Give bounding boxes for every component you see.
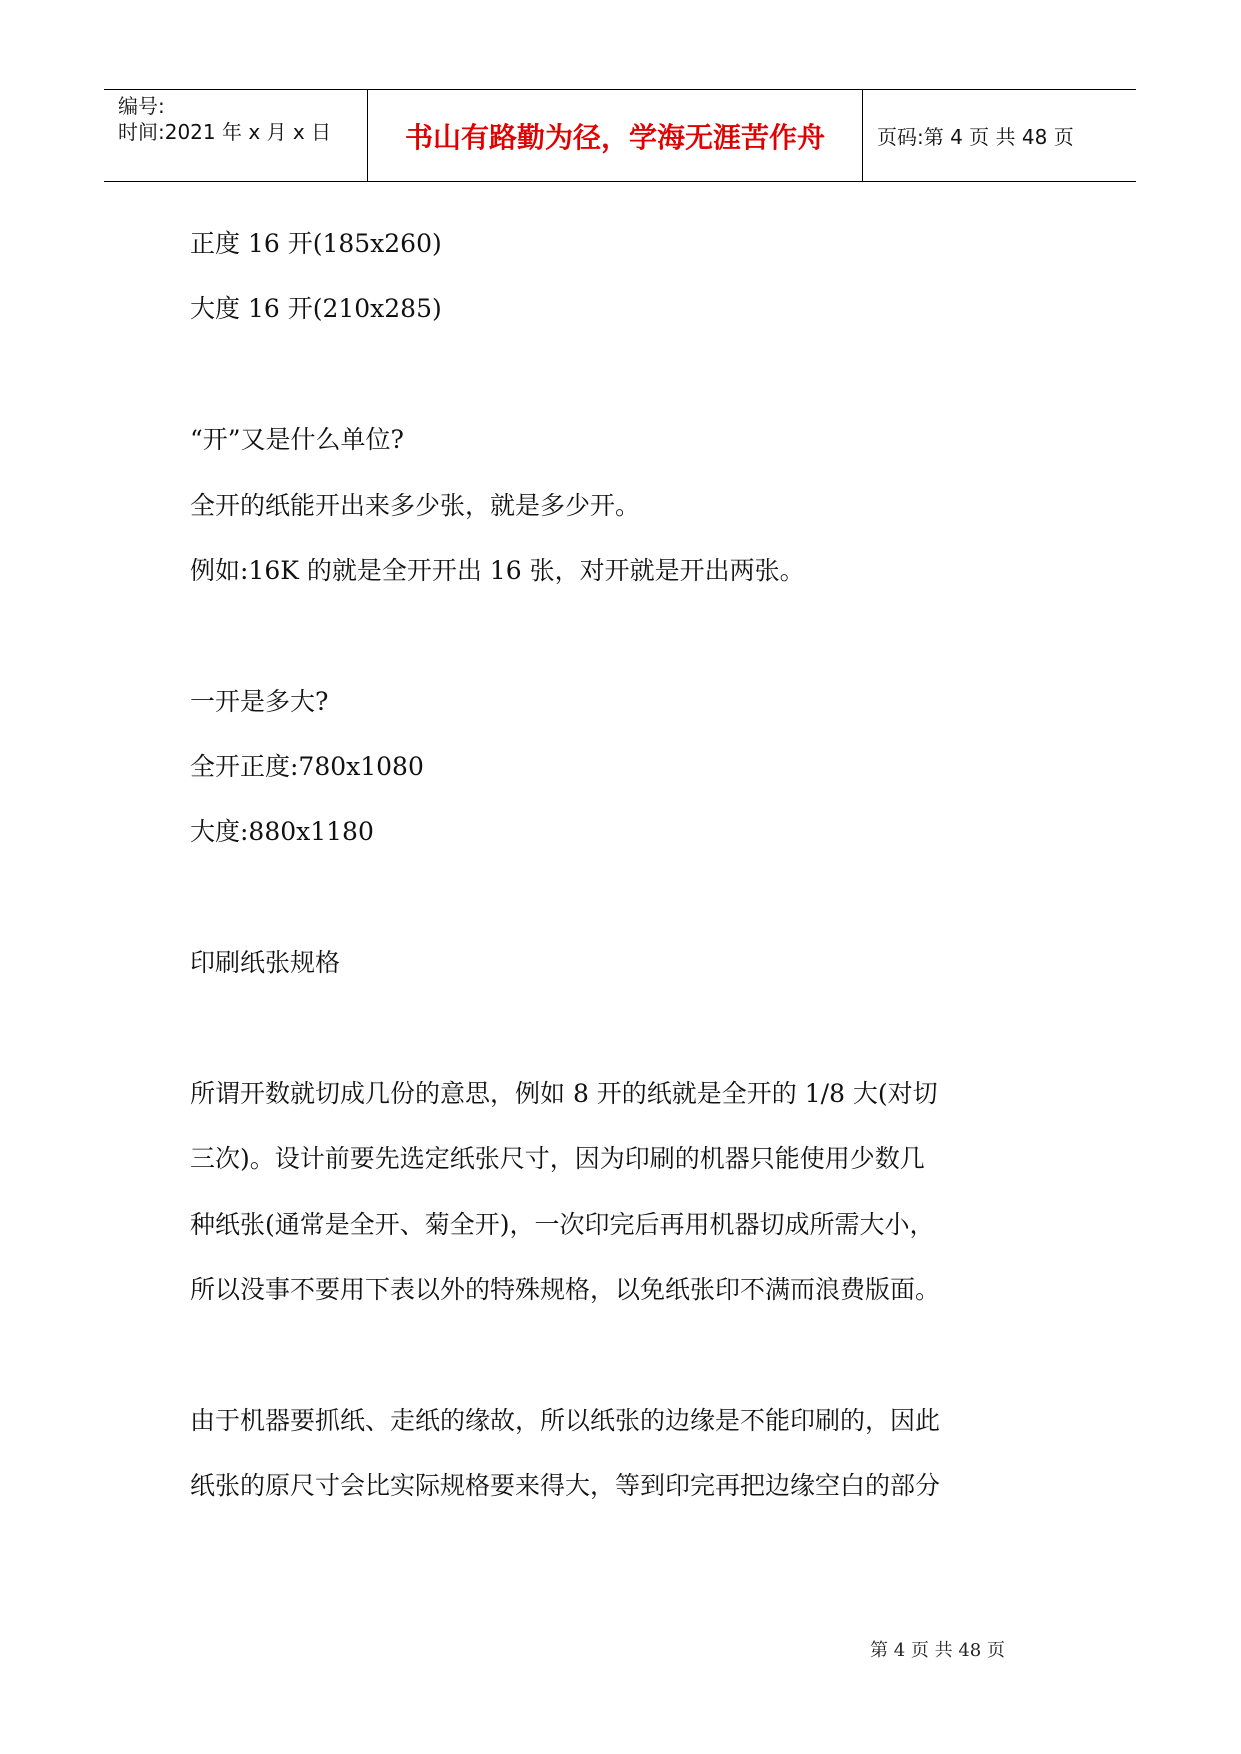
paragraph-line: 全开正度:780x1080 (190, 752, 424, 781)
paragraph-line: 大度:880x1180 (190, 817, 374, 846)
header-meta (104, 90, 368, 181)
paragraph-line: 三次)。设计前要先选定纸张尺寸，因为印刷的机器只能使用少数几 (190, 1144, 925, 1173)
header-page-code: 页码:第 4 页 共 48 页 (877, 125, 1074, 149)
paragraph-line: 纸张的原尺寸会比实际规格要来得大，等到印完再把边缘空白的部分 (190, 1471, 941, 1500)
paragraph-line: 由于机器要抓纸、走纸的缘故，所以纸张的边缘是不能印刷的，因此 (190, 1406, 941, 1435)
paragraph-line: 所以没事不要用下表以外的特殊规格，以免纸张印不满而浪费版面。 (190, 1275, 941, 1304)
paragraph-line: 大度 16 开(210x285) (190, 294, 442, 323)
section-heading: 印刷纸张规格 (190, 948, 341, 977)
paragraph-line: 例如:16K 的就是全开开出 16 张，对开就是开出两张。 (190, 556, 805, 585)
paragraph-line: 正度 16 开(185x260) (190, 229, 442, 258)
page-header (104, 89, 1136, 182)
page-footer: 第 4 页 共 48 页 (870, 1640, 1005, 1661)
document-time-label: 时间:2021 年 x 月 x 日 (118, 120, 332, 144)
paragraph-line: 全开的纸能开出来多少张，就是多少开。 (190, 491, 641, 520)
paragraph-line: “开”又是什么单位? (190, 425, 404, 454)
paragraph-line: 所谓开数就切成几份的意思，例如 8 开的纸就是全开的 1/8 大(对切 (190, 1079, 938, 1108)
paragraph-line: 一开是多大? (190, 687, 329, 716)
document-number-label: 编号: (118, 94, 165, 118)
header-motto: 书山有路勤为径，学海无涯苦作舟 (368, 90, 863, 181)
paragraph-line: 种纸张(通常是全开、菊全开)，一次印完后再用机器切成所需大小， (190, 1210, 935, 1239)
